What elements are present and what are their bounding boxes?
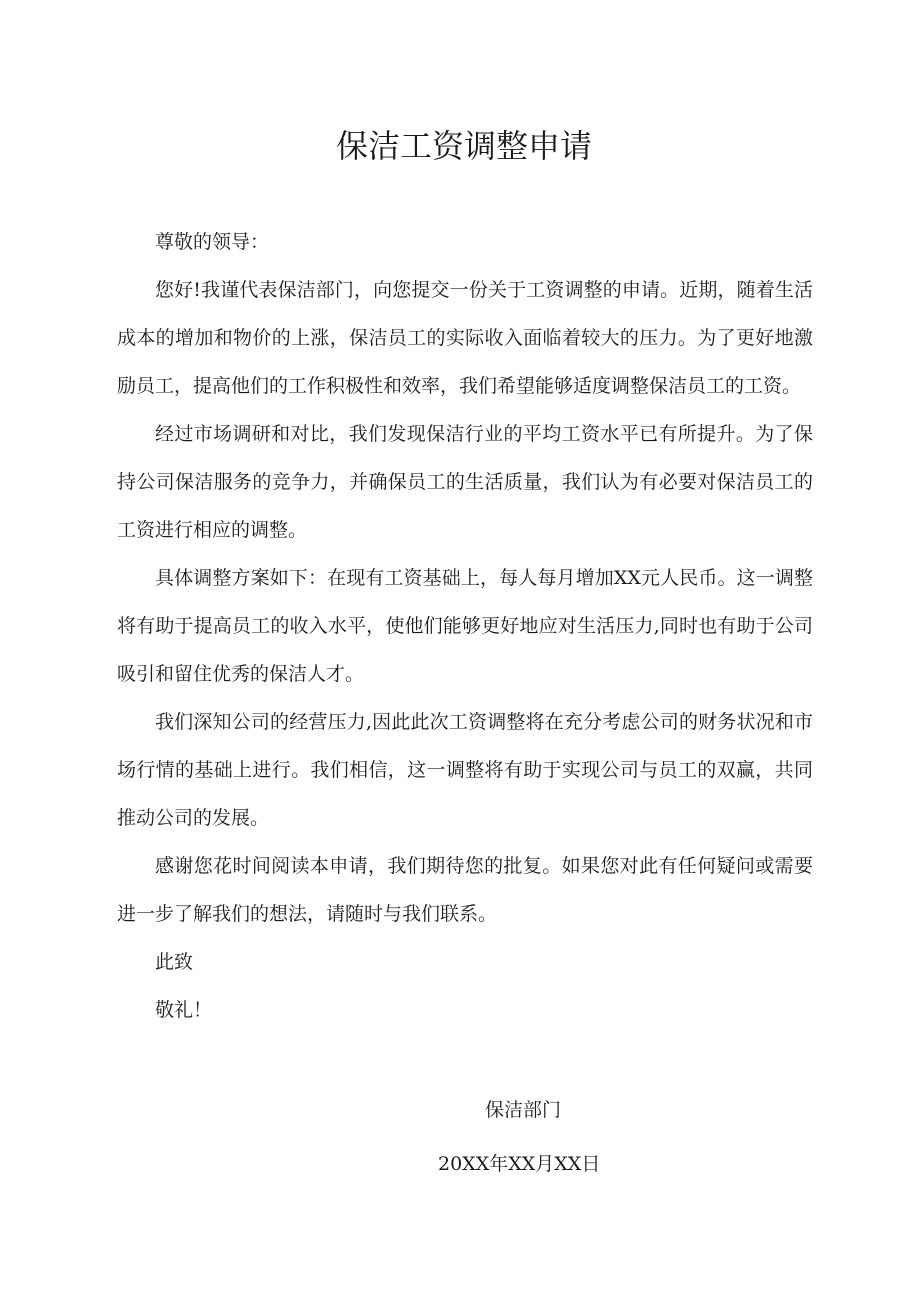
closing-salute: 敬礼！: [155, 999, 213, 1021]
letter-body: [117, 218, 813, 1034]
signature-department: 保洁部门: [485, 1099, 562, 1121]
paragraph-3: 具体调整方案如下：在现有工资基础上，每人每月增加XX元人民币。这一调整将有助于提高员工的收入水平，使他们能够更好地应对生活压力,同时也有助于公司吸引和留住优秀的保洁人才。: [117, 567, 813, 685]
salutation: 尊敬的领导：: [155, 231, 270, 253]
paragraph-4: 我们深知公司的经营压力,因此此次工资调整将在充分考虑公司的财务状况和市场行情的基础上进行。我们相信，这一调整将有助于实现公司与员工的双赢，共同推动公司的发展。: [117, 711, 813, 829]
paragraph-1: 您好!我谨代表保洁部门，向您提交一份关于工资调整的申请。近期，随着生活成本的增加和物价的上涨，保洁员工的实际收入面临着较大的压力。为了更好地激励员工，提高他们的工作积极性和效率，我们希望能够适度调整保洁员工的工资。: [117, 279, 813, 397]
paragraph-2: 经过市场调研和对比，我们发现保洁行业的平均工资水平已有所提升。为了保持公司保洁服务的竞争力，并确保员工的生活质量，我们认为有必要对保洁员工的工资进行相应的调整。: [117, 423, 813, 541]
closing-regards: 此致: [155, 951, 194, 973]
signature-date: 20XX年XX月XX日: [438, 1153, 601, 1175]
document-title: 保洁工资调整申请: [335, 127, 592, 165]
paragraph-5: 感谢您花时间阅读本申请，我们期待您的批复。如果您对此有任何疑问或需要进一步了解我们的想法，请随时与我们联系。: [117, 855, 813, 925]
